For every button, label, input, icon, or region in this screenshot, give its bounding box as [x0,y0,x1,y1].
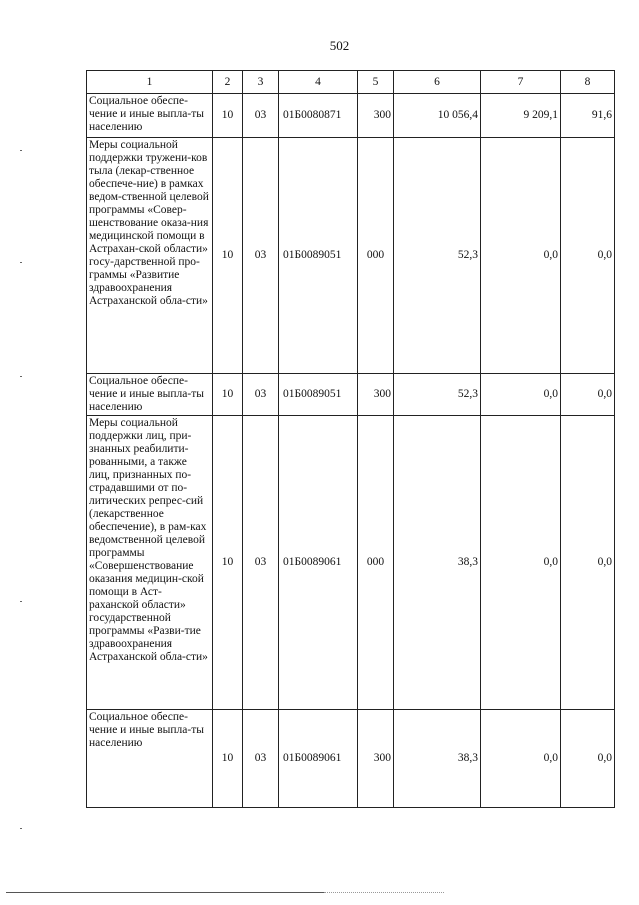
row-name: Социальное обеспе-чение и иные выпла-ты населению [87,94,213,138]
table-row [87,94,615,138]
row-subsection: 03 [243,416,279,710]
table-row [87,416,615,710]
row-name: Социальное обеспе-чение и иные выпла-ты населению [87,374,213,416]
row-expense-type: 000 [358,416,394,710]
row-target-article: 01Б0080871 [279,94,358,138]
row-expense-type: 300 [358,710,394,808]
column-header: 6 [394,71,481,94]
row-target-article: 01Б0089051 [279,138,358,374]
row-amount-1: 38,3 [394,416,481,710]
row-percent: 0,0 [561,710,615,808]
row-subsection: 03 [243,94,279,138]
row-name: Социальное обеспе-чение и иные выпла-ты населению [87,710,213,808]
row-amount-2: 0,0 [481,710,561,808]
bottom-rule [6,892,324,893]
row-expense-type: 300 [358,374,394,416]
row-target-article: 01Б0089051 [279,374,358,416]
row-section: 10 [213,374,243,416]
column-header: 8 [561,71,615,94]
row-percent: 0,0 [561,374,615,416]
table-row [87,374,615,416]
bottom-rule-dotted [324,892,444,893]
row-subsection: 03 [243,138,279,374]
row-amount-2: 0,0 [481,416,561,710]
row-target-article: 01Б0089061 [279,416,358,710]
column-header: 1 [87,71,213,94]
row-name: Меры социальной поддержки лиц, при-знанных реабилити-рованными, а также лиц, признанных по-страдавшими от по-литических репрес-сий (лекарственное обеспечение), в рам-ках ведомственной целевой программы «Совершенствование оказания медицин-ской помощи в Аст-раханской области» государственной программы «Разви-тие здравоохранения Астраханской обла-сти» [87,416,213,710]
row-percent: 0,0 [561,416,615,710]
page-number: 502 [329,38,350,53]
budget-table [86,70,615,808]
row-target-article: 01Б0089061 [279,710,358,808]
row-expense-type: 000 [358,138,394,374]
row-name: Меры социальной поддержки тружени-ков тыла (лекар-ственное обеспече-ние) в рамках ведом-ственной целевой программы «Совер-шенствование оказа-ния медицинской помощи в Астрахан-ской области» госу-дарственной про-граммы «Развитие здравоохранения Астраханской обла-сти» [87,138,213,374]
row-percent: 0,0 [561,138,615,374]
row-subsection: 03 [243,710,279,808]
table-row [87,710,615,808]
row-section: 10 [213,416,243,710]
column-header: 3 [243,71,279,94]
row-section: 10 [213,94,243,138]
table-row [87,138,615,374]
row-percent: 91,6 [561,94,615,138]
row-amount-1: 10 056,4 [394,94,481,138]
scan-mark [20,828,22,829]
table-header-row [87,71,615,94]
column-header: 4 [279,71,358,94]
scan-mark [20,601,22,602]
row-subsection: 03 [243,374,279,416]
row-amount-1: 52,3 [394,374,481,416]
column-header: 5 [358,71,394,94]
column-header: 2 [213,71,243,94]
scan-mark [20,150,22,151]
row-amount-2: 0,0 [481,374,561,416]
scan-mark [20,376,22,377]
row-amount-2: 0,0 [481,138,561,374]
row-section: 10 [213,138,243,374]
row-amount-1: 38,3 [394,710,481,808]
scan-mark [20,262,22,263]
column-header: 7 [481,71,561,94]
row-amount-2: 9 209,1 [481,94,561,138]
row-section: 10 [213,710,243,808]
row-expense-type: 300 [358,94,394,138]
row-amount-1: 52,3 [394,138,481,374]
